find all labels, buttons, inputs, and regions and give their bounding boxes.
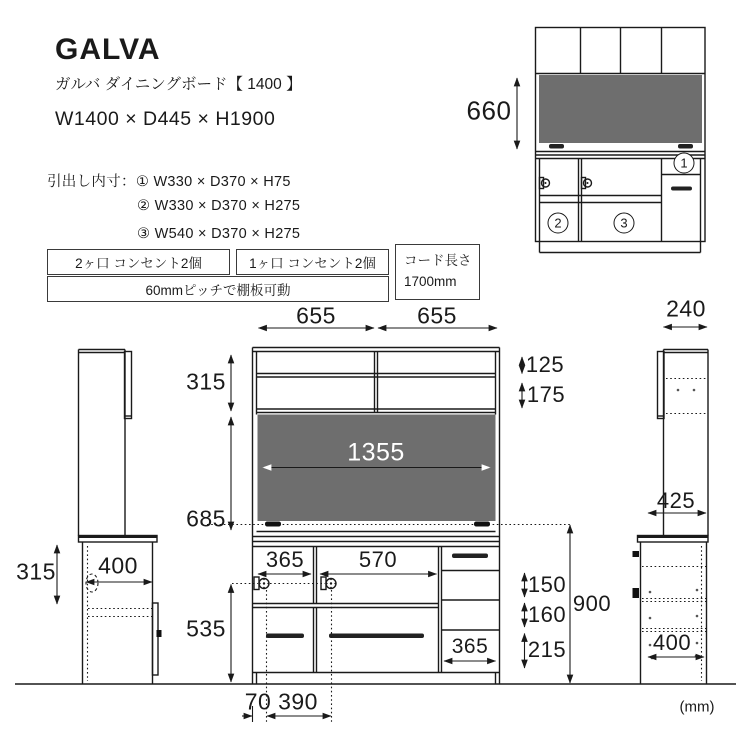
dim-right-shelf-1: 150 [527, 572, 567, 597]
page-title: GALVA [55, 33, 161, 66]
dim-hinge-offset: 70 [244, 688, 272, 715]
door-handle [633, 588, 640, 598]
dim-door-width-left: 365 [265, 547, 305, 572]
drawer-handle [266, 634, 304, 639]
drawer-handle [452, 554, 488, 559]
overview-drawing [517, 28, 705, 253]
hinge-icon [254, 577, 269, 590]
feature-outlet-single: 1ヶ口 コンセント2個 [236, 249, 389, 275]
dim-lower-door-height: 535 [186, 615, 226, 642]
hinge-swing-icon [86, 574, 98, 592]
drawer-spec-line-2: ② W330 × D370 × H275 [137, 198, 301, 214]
dim-right-counter-depth: 425 [656, 488, 696, 513]
compartment-label-2: 2 [548, 213, 569, 234]
drawer-spec-line-1: 引出し内寸：① W330 × D370 × H75 [47, 174, 291, 190]
drawer-handle [157, 630, 162, 637]
door-handle [549, 144, 564, 149]
dim-hinge-pitch: 390 [278, 688, 318, 715]
overall-size: W1400 × D445 × H1900 [55, 108, 276, 130]
dim-left-open-space-height: 315 [16, 558, 56, 585]
door-handle [474, 522, 490, 527]
dim-right-base-depth: 400 [652, 630, 692, 655]
left-side-view-drawing [57, 350, 162, 685]
unit-note: (mm) [679, 698, 715, 716]
dim-right-top-depth: 240 [666, 295, 706, 322]
hinge-icon [540, 178, 550, 189]
hinge-icon [582, 178, 592, 189]
drawer-front-profile [153, 603, 159, 675]
drawer-handle [671, 187, 692, 191]
door-handle [265, 522, 281, 527]
glass-sliding-door [539, 75, 702, 143]
hinge-icon [321, 577, 336, 590]
drawer-handle [633, 551, 640, 557]
dim-glass-opening-width: 1355 [347, 438, 405, 467]
door-handle [678, 144, 693, 149]
dim-top-width-right: 655 [417, 302, 457, 329]
dim-hutch-shelf-lower: 175 [526, 382, 566, 407]
drawer-spec-line-3: ③ W540 × D370 × H275 [137, 226, 301, 242]
drawer-spec-label: 引出し内寸： [47, 174, 136, 190]
dim-top-width-left: 655 [296, 302, 336, 329]
compartment-label-1: 1 [674, 153, 695, 174]
dim-right-opening-width: 365 [451, 635, 489, 658]
dim-glass-section-height: 685 [186, 505, 226, 532]
product-subtitle: ガルバ ダイニングボード【 1400 】 [55, 76, 302, 93]
dim-right-shelf-2: 160 [527, 602, 567, 627]
compartment-label-3: 3 [614, 213, 635, 234]
dim-hutch-shelf-total: 315 [186, 368, 226, 395]
dim-counter-height: 900 [572, 591, 612, 616]
front-elevation-drawing [207, 328, 570, 722]
feature-shelf-pitch: 60mmピッチで棚板可動 [47, 276, 389, 302]
feature-cord-length: コード長さ 1700mm [395, 244, 480, 300]
dim-glass-door-height: 660 [466, 95, 512, 126]
feature-outlet-double: 2ヶ口 コンセント2個 [47, 249, 230, 275]
dim-right-shelf-3: 215 [527, 637, 567, 662]
dim-left-counter-depth: 400 [98, 552, 138, 579]
dim-hutch-shelf-upper: 125 [525, 352, 565, 377]
dim-door-width-center: 570 [358, 547, 398, 572]
drawer-handle [329, 634, 424, 639]
